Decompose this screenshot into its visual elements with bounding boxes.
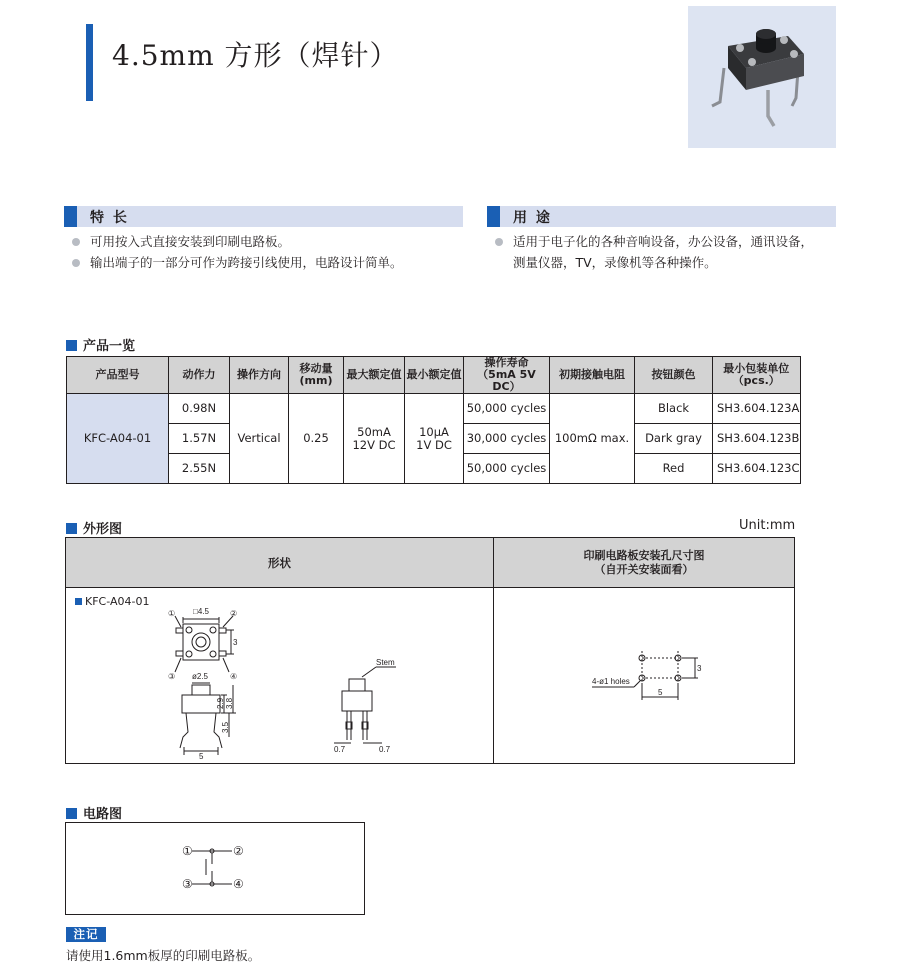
circuit-panel [65, 822, 365, 915]
applications-heading-bar [487, 206, 836, 227]
dim-h38: 3.8 [225, 697, 234, 709]
features-item: 输出端子的一部分可作为跨接引线使用，电路设计简单。 [72, 252, 403, 273]
bullet-icon [495, 238, 503, 246]
cell-color: Red [635, 454, 713, 484]
cell-life: 50,000 cycles [464, 394, 550, 424]
circuit-heading: 电路图 [66, 803, 122, 822]
dimensions-heading: 外形图 [66, 518, 122, 537]
col-resistance: 初期接触电阻 [550, 357, 635, 394]
pcb-dim-5: 5 [658, 688, 663, 697]
applications-heading: 用 途 [513, 210, 552, 226]
cell-pack: SH3.604.123C [713, 454, 801, 484]
unit-label: Unit:mm [739, 518, 796, 533]
shape-header-label: 形状 [268, 556, 291, 570]
bullet-icon [72, 238, 80, 246]
model-label: KFC-A04-01 [75, 595, 149, 608]
dim-h35: 3.5 [221, 721, 230, 733]
cell-color: Black [635, 394, 713, 424]
shape-drawing [66, 587, 493, 763]
shape-column-header [66, 538, 494, 588]
cell-life: 30,000 cycles [464, 424, 550, 454]
table-header-row [67, 357, 801, 394]
note-text: 请使用1.6mm板厚的印刷电路板。 [66, 948, 261, 963]
holes-label: 4-ø1 holes [592, 677, 630, 686]
dimensions-panel [65, 537, 795, 764]
cell-force: 2.55N [169, 454, 230, 484]
page-title: 4.5mm 方形（焊针） [112, 39, 399, 72]
pcb-dim-3: 3 [697, 664, 702, 673]
title-accent-bar [86, 24, 93, 101]
circuit-pin-3: ③ [182, 877, 193, 891]
col-max-rating: 最大额定值 [344, 357, 405, 394]
col-direction: 操作方向 [230, 357, 289, 394]
cell-direction: Vertical [230, 394, 289, 484]
col-travel: 移动量 (mm) [289, 357, 344, 394]
dim-t07a: 0.7 [334, 745, 346, 754]
col-min-rating: 最小额定值 [405, 357, 464, 394]
square-icon [66, 808, 77, 819]
square-icon [66, 340, 77, 351]
circuit-pin-4: ④ [233, 877, 244, 891]
cell-color: Dark gray [635, 424, 713, 454]
cell-travel: 0.25 [289, 394, 344, 484]
features-heading-bar [64, 206, 463, 227]
pcb-hole-drawing [494, 587, 794, 763]
col-model: 产品型号 [67, 357, 169, 394]
product-photo [688, 6, 836, 148]
dim-w45: □4.5 [193, 607, 209, 616]
cell-resistance: 100mΩ max. [550, 394, 635, 484]
features-item: 可用按入式直接安装到印刷电路板。 [72, 231, 290, 252]
product-list-heading: 产品一览 [66, 335, 135, 354]
pin-3-label: ③ [168, 672, 176, 681]
applications-item-cont: 测量仪器，TV，录像机等各种操作。 [513, 255, 717, 270]
cell-max-rating: 50mA 12V DC [344, 394, 405, 484]
circuit-diagram [66, 823, 364, 914]
cell-life: 50,000 cycles [464, 454, 550, 484]
cell-pack: SH3.604.123A [713, 394, 801, 424]
dim-d25: ø2.5 [192, 672, 209, 681]
pcb-column-header [494, 538, 794, 588]
cell-min-rating: 10μA 1V DC [405, 394, 464, 484]
cell-force: 1.57N [169, 424, 230, 454]
circuit-pin-2: ② [233, 844, 244, 858]
col-pack: 最小包装单位 （pcs.） [713, 357, 801, 394]
pin-1-label: ① [168, 609, 176, 618]
cell-model: KFC-A04-01 [67, 394, 169, 484]
circuit-pin-1: ① [182, 844, 193, 858]
pin-4-label: ④ [230, 672, 238, 681]
col-color: 按钮颜色 [635, 357, 713, 394]
cell-force: 0.98N [169, 394, 230, 424]
applications-item: 适用于电子化的各种音响设备，办公设备，通讯设备， [495, 231, 813, 252]
stem-label: Stem [376, 658, 395, 667]
col-force: 动作力 [169, 357, 230, 394]
table-row [67, 394, 801, 424]
product-table [66, 356, 801, 484]
pin-2-label: ② [230, 609, 238, 618]
dim-w5: 5 [199, 752, 204, 761]
bullet-icon [72, 259, 80, 267]
dim-t07b: 0.7 [379, 745, 391, 754]
square-icon [66, 523, 77, 534]
dim-h29: 2.9 [216, 697, 225, 709]
features-heading: 特 长 [90, 210, 129, 226]
note-tag: 注记 [66, 927, 106, 942]
pcb-header-label: 印刷电路板安装孔尺寸图 （自开关安装面看） [583, 549, 705, 576]
cell-pack: SH3.604.123B [713, 424, 801, 454]
col-life: 操作寿命 （5mA 5V DC） [464, 357, 550, 394]
dim-h3: 3 [233, 638, 238, 647]
